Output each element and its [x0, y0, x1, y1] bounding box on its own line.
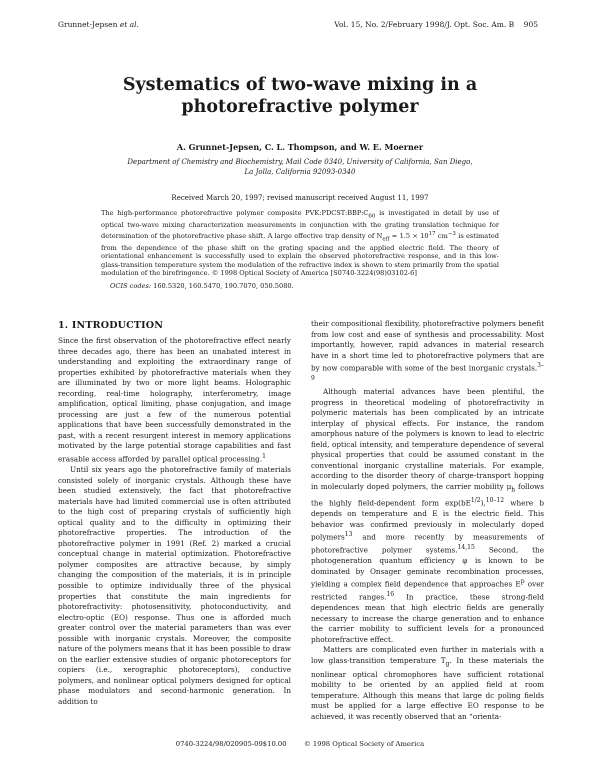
page-number: 905	[523, 20, 538, 29]
right-column	[311, 319, 544, 722]
author-list: A. Grunnet-Jepsen, C. L. Thompson, and W. E. Moerner	[176, 142, 424, 152]
running-header-left: Grunnet-Jepsen et al.	[58, 20, 139, 29]
paragraph: Although material advances have been plentiful, the progress in theoretical modeling of photorefractivity in polymeric materials has been complicated by an intricate interplay of physical effects. For instance, the random amorphous nature of the polymers is known to lead to electric field, optical intensity, and temperature dependence of several physical properties that could be assumed constant in the conventional inorganic crystalline materials. For example, according to the disorder theory of charge-transport hopping in molecularly doped polymers, the carrier mobility $\mu_h$ follows the highly field-dependent form $\exp(bE^{1/2}),^{10-12}$ where b depends on temperature and E is the electric field. This behavior was confirmed previously in molecularly doped polymers$^{13}$ and more recently by measurements of photorefractive polymer systems.$^{14,15}$ Second, the photogeneration quantum efficiency φ is known to be dominated by Onsager geminate recombination processes, yielding a complex field dependence that approaches $E^p$ over restricted ranges.$^{16}$ In practice, these strong-field dependences mean that high electric fields are generally necessary to increase the charge generation and to enhance the carrier mobility to sufficient levels for a pronounced photorefractive effect.	[311, 387, 545, 644]
paragraph: Until six years ago the photorefractive family of materials consisted solely of inorganic crystals. Although these have been studied extensively, the fact that photorefractive materials have had limited commercial use is often attributed to the high cost of preparing crystals of sufficiently high optical quality and to the difficulty in optimizing their photorefractive properties. The introduction of the photorefractive polymer in 1991 (Ref. 2) marked a crucial conceptual change in material optimization. Photorefractive polymer composites are attractive because, by simply changing the composition of the materials, it is in principle possible to optimize individually three of the physical properties that constitute the main ingredients for photorefractivity: photosensitivity, photoconductivity, and electro-optic (EO) response. Thus one is afforded much greater control over the material parameters than was ever possible with inorganic crystals. Moreover, the composite nature of the polymers means that it has been possible to draw on the earlier extensive studies of organic photoreceptors for copiers (i.e., xerographic photoreceptors), conductive polymers, and nonlinear optical polymers designed for optical phase modulators and second-harmonic generation. In addition to	[58, 464, 291, 706]
paragraph: Since the first observation of the photorefractive effect nearly three decades ago, there has been an unabated interest in understanding and exploiting the extraordinary range of properties exhibited by photorefractive materials when they are illuminated by two or more light beams. Holographic recording, real-time holography, interferometry, image amplification, optical limiting, phase conjugation, and image processing are just a few of the numerous potential applications that have been successfully demonstrated in the past, with a recent resurgent interest in memory applications motivated by the large potential storage capabilities and fast erasable access afforded by parallel optical processing.$^1$	[58, 336, 291, 464]
abstract: The high-performance photorefractive polymer composite $PVK:PDCST:BBP:C_{60}$ is investigated in detail by use of optical two-wave mixing characterization measurements in conjunction with the grating translation technique for determination of the photorefractive phase shift. A large effective trap density of $N_{eff} = 1.5 \times 10^{17}$ $cm^{-3}$ is estimated from the dependence of the phase shift on the grating spacing and the applied electric field. The theory of orientational enhancement is successfully used to explain the observed photorefractive response, and in this low-glass-transition temperature system the modulation of the refractive index is shown to stem primarily from the spatial modulation of the birefringence. © 1998 Optical Society of America [S0740-3224(98)03102-6]	[101, 209, 500, 278]
paper-title: Systematics of two-wave mixing in a photorefractive polymer	[122, 75, 478, 117]
running-header-right: Vol. 15, No. 2/February 1998/J. Opt. Soc. Am. B 905	[334, 20, 538, 29]
paragraph: Matters are complicated even further in materials with a low glass-transition temperature $T_g$. In these materials the nonlinear optical chromophores have sufficient rotational mobility to be oriented by an applied field at room temperature. Although this means that large dc poling fields must be applied for a large effective EO response to be achieved, it was recently observed that an “orienta-	[311, 645, 544, 721]
received-dates: Received March 20, 1997; revised manuscript received August 11, 1997	[171, 194, 429, 202]
left-column	[58, 336, 291, 708]
copyright-footer: 0740-3224/98/020905-09$10.00 © 1998 Optical Society of America	[175, 740, 425, 748]
ocis-codes: OCIS codes: 160.5320, 160.5470, 190.7070, 050.5080.	[110, 282, 294, 290]
section-heading: 1. INTRODUCTION	[58, 320, 164, 331]
affiliation: Department of Chemistry and Biochemistry, Mail Code 0340, University of California, San Diego, La Jolla, California 92093-0340	[127, 158, 473, 176]
paragraph: their compositional flexibility, photorefractive polymers benefit from low cost and ease of synthesis and processability. Most importantly, however, rapid advances in material research have in a short time led to photorefractive polymers that are by now comparable with some of the best inorganic crystals.$^{3-9}$	[311, 319, 544, 383]
